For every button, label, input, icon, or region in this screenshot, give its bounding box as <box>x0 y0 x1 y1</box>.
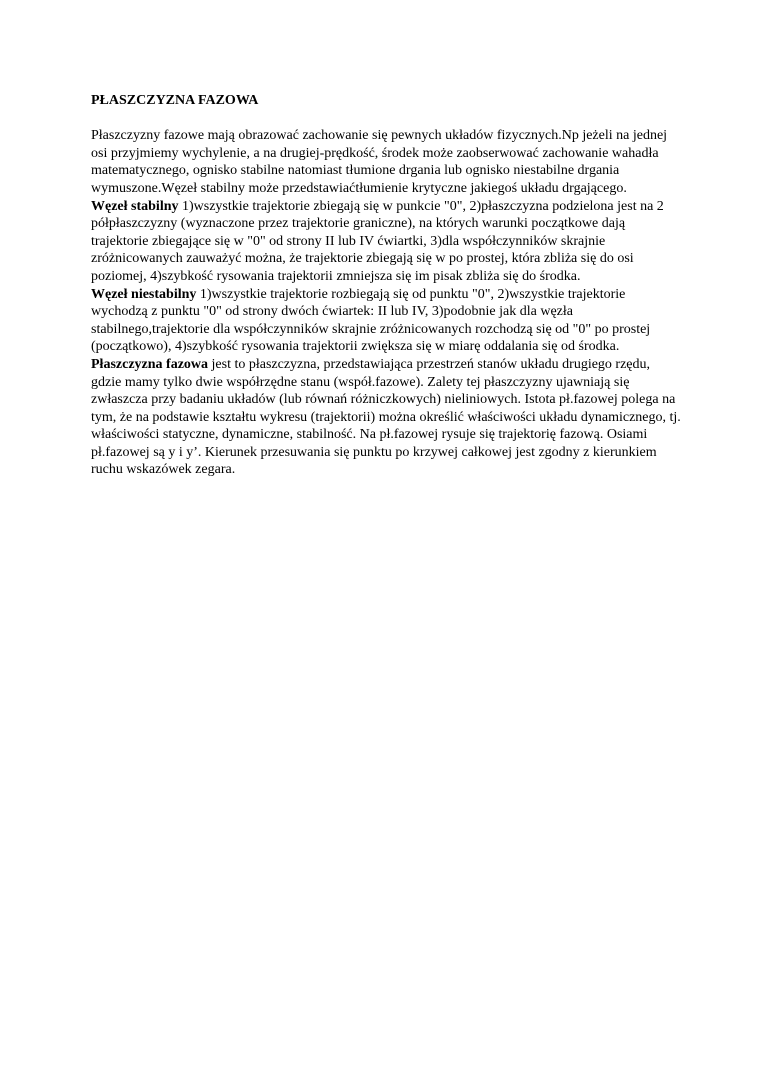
term-unstable-node: Węzeł niestabilny <box>91 286 197 302</box>
text-unstable-node: 1)wszystkie trajektorie rozbiegają się od punktu "0", 2)wszystkie trajektorie wychodzą z punktu "0" od strony dwóch ćwiartek: II lub IV, 3)podobnie jak dla węzła stabilnego,trajektorie dla współczynników skrajnie zróżnicowanych rozchodzą się od "0" po prostej (początkowo), 4)szybkość rysowania trajektorii zwiększa się w miarę oddalania się od środka. <box>91 286 651 355</box>
document-body <box>91 92 681 479</box>
text-phase-plane: jest to płaszczyzna, przedstawiająca przestrzeń stanów układu drugiego rzędu, gdzie mamy tylko dwie współrzędne stanu (współ.fazowe). Zalety tej płaszczyzny ujawniają się zwłaszcza przy badaniu układów (lub równań różniczkowych) nieliniowych. Istota pł.fazowej polega na tym, że na podstawie kształtu wykresu (trajektorii) można określić właściwości układu dynamicznego, tj. właściwości statyczne, dynamiczne, stabilność. Na pł.fazowej rysuje się trajektorię fazową. Osiami pł.fazowej są y i y’. Kierunek przesuwania się punktu po krzywej całkowej jest zgodny z kierunkiem ruchu wskazówek zegara. <box>91 356 681 478</box>
intro-paragraph: Płaszczyzny fazowe mają obrazować zachowanie się pewnych układów fizycznych.Np jeżeli na jednej osi przyjmiemy wychylenie, a na drugiej-prędkość, środek może zaobserwować zachowanie wahadła matematycznego, ognisko stabilne natomiast tłumione drgania lub ognisko niestabilne drgania wymuszone.Węzeł stabilny może przedstawiaćtłumienie krytyczne jakiegoś układu drgającego. <box>91 128 668 196</box>
term-phase-plane: Płaszczyzna fazowa <box>91 356 209 372</box>
text-stable-node: 1)wszystkie trajektorie zbiegają się w punkcie "0", 2)płaszczyzna podzielona jest na 2 półpłaszczyzny (wyznaczone przez trajektorie graniczne), na których warunki początkowe dają trajektorie zbiegające się w "0" od strony II lub IV ćwiartki, 3)dla współczynników skrajnie zróżnicowanych zauważyć można, że trajektorie zbiegają się w po prostej, która zbliża się do osi poziomej, 4)szybkość rysowania trajektorii zmniejsza się im pisak zbliża się do środka. <box>91 198 664 284</box>
section-stable-node <box>91 198 681 286</box>
term-stable-node: Węzeł stabilny <box>91 198 179 214</box>
section-phase-plane <box>91 356 681 479</box>
section-unstable-node <box>91 286 681 356</box>
document-title: PŁASZCZYZNA FAZOWA <box>91 93 259 108</box>
